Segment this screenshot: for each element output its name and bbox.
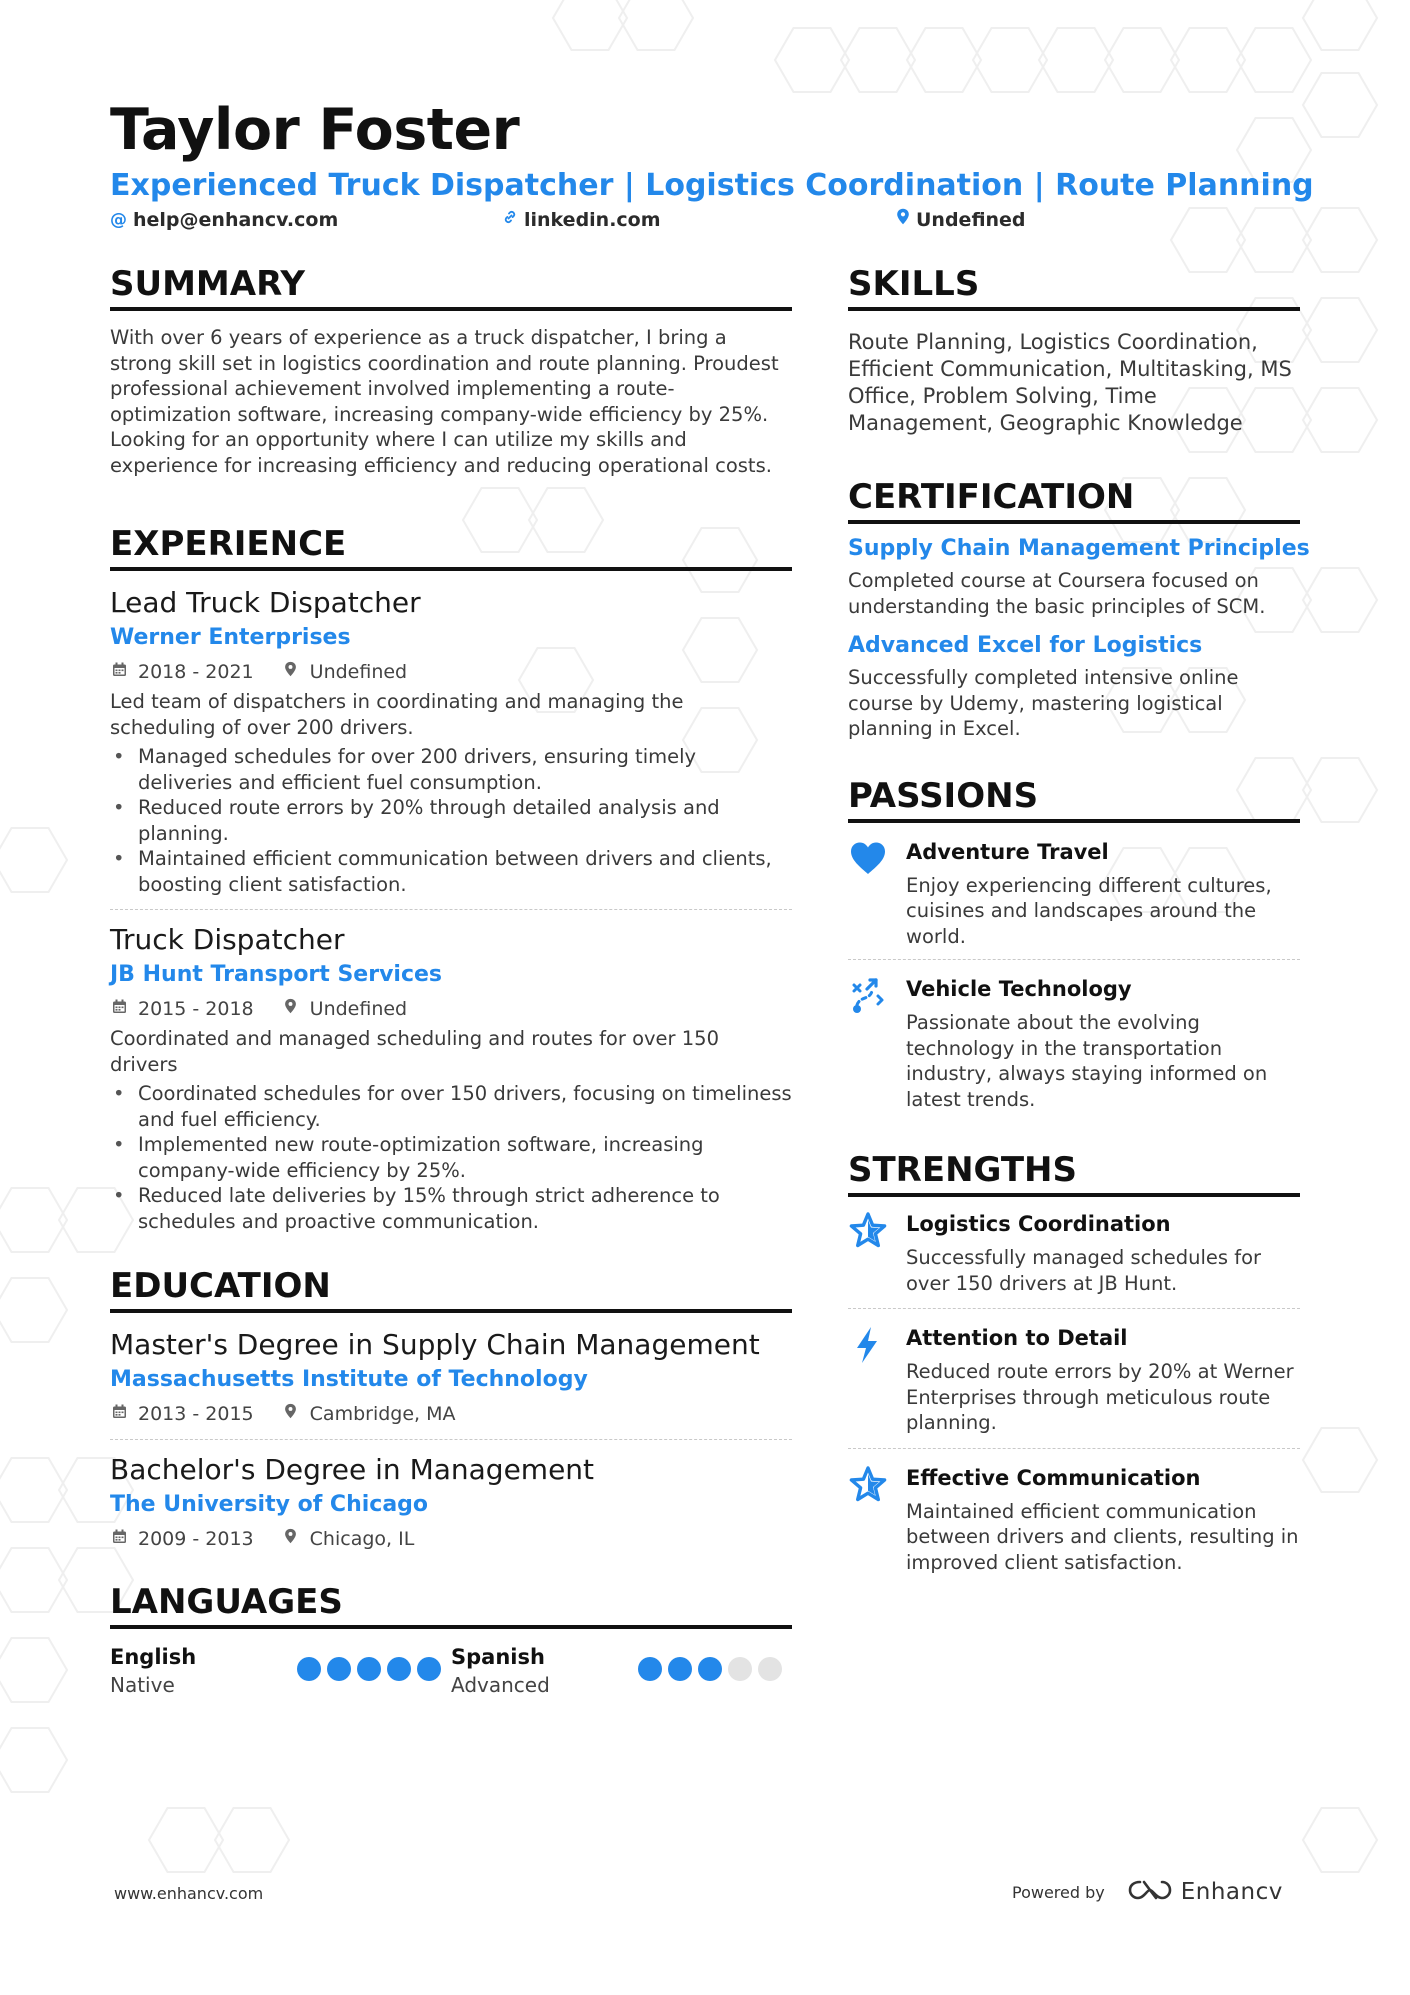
rating-dot-empty	[758, 1657, 782, 1681]
passions-section	[848, 774, 1300, 1113]
job-bullets	[110, 1081, 792, 1234]
job-dates: 2018 - 2021	[138, 661, 254, 683]
strengths-section	[848, 1148, 1300, 1575]
strengths-heading: STRENGTHS	[848, 1148, 1300, 1197]
brand-name: Enhancv	[1180, 1879, 1283, 1905]
route-icon	[848, 974, 906, 1016]
location-pin-icon	[282, 996, 300, 1022]
job-bullet: • Reduced late deliveries by 15% through strict adherence to schedules and proactive communication.	[110, 1183, 792, 1234]
education-section	[110, 1264, 792, 1552]
strength-name: Logistics Coordination	[906, 1212, 1171, 1236]
education-dates: 2009 - 2013	[138, 1528, 254, 1550]
passion-description: Enjoy experiencing different cultures, cuisines and landscapes around the world.	[906, 873, 1272, 948]
rating-dot-filled	[387, 1657, 411, 1681]
job-dates: 2015 - 2018	[138, 998, 254, 1020]
language-level: Advanced	[451, 1673, 550, 1697]
job-meta	[110, 659, 792, 685]
summary-text: With over 6 years of experience as a truck dispatcher, I bring a strong skill set in logistics coordination and route planning. Proudest professional achievement involved implementing a route-optimization software, increasing company-wide efficiency by 25%. Looking for an opportunity where I can utilize my skills and experience for increasing efficiency and reducing operational costs.	[110, 326, 779, 477]
language-rating	[297, 1657, 441, 1681]
contact-linkedin[interactable]	[502, 208, 661, 232]
candidate-tagline: Experienced Truck Dispatcher | Logistics Coordination | Route Planning	[110, 168, 1314, 203]
job-description: Coordinated and managed scheduling and routes for over 150 drivers	[110, 1027, 719, 1076]
education-location: Chicago, IL	[309, 1528, 415, 1550]
calendar-icon	[110, 659, 128, 685]
experience-heading: EXPERIENCE	[110, 522, 792, 571]
languages-list	[110, 1643, 792, 1699]
degree-title: Master's Degree in Supply Chain Management	[110, 1328, 760, 1361]
powered-by-label: Powered by	[1012, 1882, 1105, 1902]
job-location: Undefined	[309, 998, 408, 1020]
lightning-icon	[848, 1323, 906, 1365]
skills-section	[848, 262, 1300, 437]
rating-dot-filled	[417, 1657, 441, 1681]
languages-section	[110, 1580, 792, 1699]
job-bullet: • Maintained efficient communication between drivers and clients, boosting client satisfaction.	[110, 846, 792, 897]
contact-email-text: help@enhancv.com	[133, 209, 339, 231]
language-item	[451, 1643, 792, 1699]
location-pin-icon	[282, 659, 300, 685]
location-pin-icon	[896, 208, 910, 232]
contact-location	[896, 208, 1026, 232]
certification-entry	[848, 534, 1310, 619]
strength-description: Reduced route errors by 20% at Werner Enterprises through meticulous route planning.	[906, 1360, 1294, 1434]
strength-description: Successfully managed schedules for over 150 drivers at JB Hunt.	[906, 1246, 1262, 1295]
job-title: Truck Dispatcher	[110, 923, 345, 956]
footer-branding[interactable]	[1012, 1878, 1283, 1906]
education-meta	[110, 1526, 792, 1552]
job-meta	[110, 996, 792, 1022]
entry-divider	[848, 1448, 1300, 1449]
footer-website[interactable]: www.enhancv.com	[114, 1884, 264, 1903]
certification-section	[848, 475, 1310, 742]
strength-description: Maintained efficient communication between drivers and clients, resulting in improved client satisfaction.	[906, 1499, 1299, 1574]
entry-divider	[848, 1308, 1300, 1309]
degree-title: Bachelor's Degree in Management	[110, 1453, 595, 1486]
passion-name: Adventure Travel	[906, 839, 1109, 864]
strength-item	[848, 1209, 1300, 1296]
language-item	[110, 1643, 451, 1699]
school-name: Massachusetts Institute of Technology	[110, 1367, 588, 1392]
calendar-icon	[110, 1401, 128, 1427]
enhancv-logo-icon	[1127, 1878, 1173, 1906]
certification-description: Completed course at Coursera focused on understanding the basic principles of SCM.	[848, 569, 1266, 618]
experience-section	[110, 522, 792, 1234]
star-icon	[848, 1463, 906, 1505]
job-bullet: • Coordinated schedules for over 150 drivers, focusing on timeliness and fuel efficiency.	[110, 1081, 792, 1132]
summary-section	[110, 262, 792, 478]
location-pin-icon	[282, 1526, 300, 1552]
certification-name: Advanced Excel for Logistics	[848, 633, 1203, 658]
calendar-icon	[110, 1526, 128, 1552]
passion-item	[848, 837, 1300, 950]
company-name: JB Hunt Transport Services	[110, 962, 443, 987]
job-location: Undefined	[309, 661, 408, 683]
job-description: Led team of dispatchers in coordinating and managing the scheduling of over 200 drivers.	[110, 690, 684, 739]
experience-entry	[110, 585, 792, 897]
certification-description: Successfully completed intensive online course by Udemy, mastering logistical planning in Excel.	[848, 666, 1239, 740]
heart-icon	[848, 837, 906, 879]
entry-divider	[110, 909, 792, 910]
contact-location-text: Undefined	[916, 209, 1026, 231]
rating-dot-empty	[728, 1657, 752, 1681]
summary-heading: SUMMARY	[110, 262, 792, 311]
languages-heading: LANGUAGES	[110, 1580, 792, 1629]
strength-item	[848, 1463, 1300, 1576]
right-column	[848, 262, 1310, 1611]
contact-linkedin-text: linkedin.com	[524, 209, 661, 231]
link-icon	[502, 208, 518, 232]
language-name: Spanish	[451, 1645, 545, 1669]
entry-divider	[110, 1439, 792, 1440]
education-location: Cambridge, MA	[309, 1403, 456, 1425]
job-bullets	[110, 744, 792, 897]
company-name: Werner Enterprises	[110, 625, 351, 650]
location-pin-icon	[282, 1401, 300, 1427]
skills-heading: SKILLS	[848, 262, 1300, 311]
certification-name: Supply Chain Management Principles	[848, 536, 1310, 561]
skills-list: Route Planning, Logistics Coordination, Efficient Communication, Multitasking, MS Office, Problem Solving, Time Management, Geographic Knowledge	[848, 330, 1292, 435]
language-rating	[638, 1657, 782, 1681]
rating-dot-filled	[698, 1657, 722, 1681]
calendar-icon	[110, 996, 128, 1022]
certification-heading: CERTIFICATION	[848, 475, 1300, 524]
rating-dot-filled	[638, 1657, 662, 1681]
experience-entry	[110, 922, 792, 1234]
contact-email[interactable]	[110, 208, 338, 232]
passion-item	[848, 974, 1300, 1112]
job-title: Lead Truck Dispatcher	[110, 586, 421, 619]
rating-dot-filled	[668, 1657, 692, 1681]
language-name: English	[110, 1645, 197, 1669]
school-name: The University of Chicago	[110, 1492, 429, 1517]
education-meta	[110, 1401, 792, 1427]
rating-dot-filled	[357, 1657, 381, 1681]
education-entry	[110, 1452, 792, 1552]
job-bullet: • Reduced route errors by 20% through detailed analysis and planning.	[110, 795, 792, 846]
entry-divider	[848, 959, 1300, 960]
candidate-name: Taylor Foster	[110, 97, 520, 163]
left-column	[110, 262, 792, 1735]
education-dates: 2013 - 2015	[138, 1403, 254, 1425]
strength-name: Effective Communication	[906, 1465, 1201, 1490]
rating-dot-filled	[327, 1657, 351, 1681]
job-bullet: • Implemented new route-optimization software, increasing company-wide efficiency by 25%.	[110, 1132, 792, 1183]
rating-dot-filled	[297, 1657, 321, 1681]
passion-name: Vehicle Technology	[906, 977, 1132, 1001]
certification-entry	[848, 631, 1300, 742]
passion-description: Passionate about the evolving technology in the transportation industry, always staying informed on latest trends.	[906, 1011, 1268, 1111]
job-bullet: • Managed schedules for over 200 drivers, ensuring timely deliveries and efficient fuel consumption.	[110, 744, 792, 795]
at-icon: @	[110, 210, 127, 230]
strength-name: Attention to Detail	[906, 1326, 1128, 1350]
passions-heading: PASSIONS	[848, 774, 1300, 823]
education-heading: EDUCATION	[110, 1264, 792, 1313]
language-level: Native	[110, 1673, 175, 1697]
strength-item	[848, 1323, 1300, 1436]
education-entry	[110, 1327, 792, 1427]
star-icon	[848, 1209, 906, 1251]
